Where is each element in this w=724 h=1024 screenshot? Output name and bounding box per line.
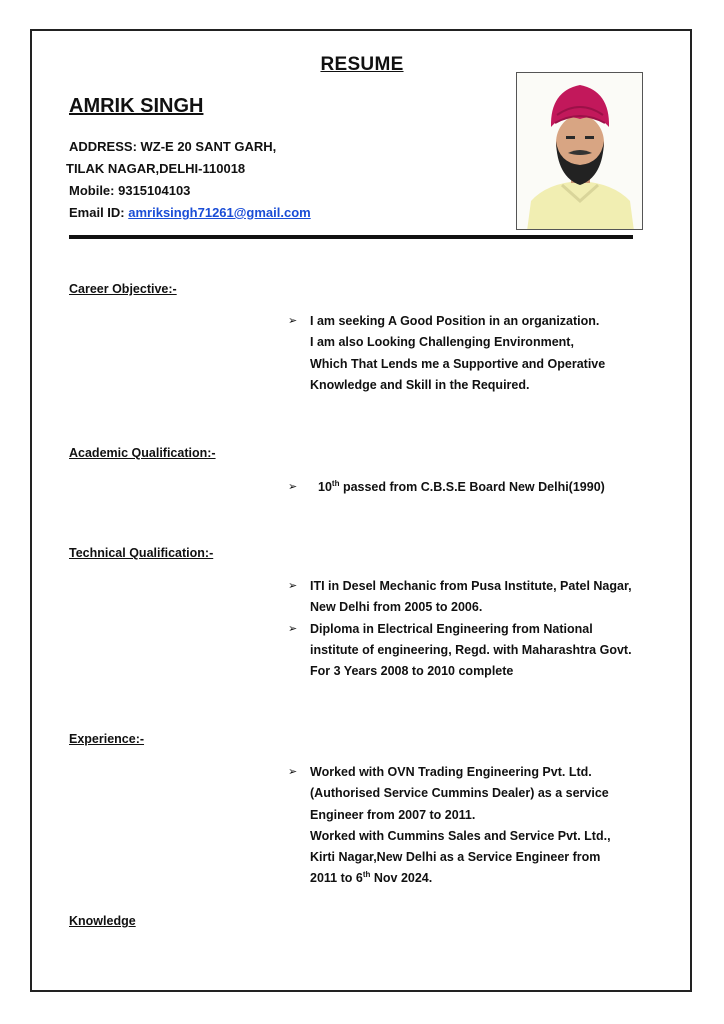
resume-title: RESUME: [320, 54, 404, 75]
profile-photo: [516, 72, 643, 230]
career-line: Which That Lends me a Supportive and Operative: [310, 356, 606, 371]
career-objective-heading: Career Objective:-: [69, 282, 177, 296]
experience-line: Engineer from 2007 to 2011.: [310, 807, 476, 822]
experience-last-superscript: th: [362, 870, 371, 880]
email-label: Email ID:: [69, 205, 129, 220]
address-line-2: TILAK NAGAR,DELHI-110018: [66, 161, 246, 176]
header-divider: [69, 235, 633, 239]
career-line: I am seeking A Good Position in an organization.: [310, 314, 600, 328]
academic-item-text-rest: passed from C.B.S.E Board New Delhi(1990): [339, 480, 605, 494]
list-item: [288, 619, 632, 683]
knowledge-heading: Knowledge: [69, 914, 136, 928]
career-objective-list: [288, 311, 605, 396]
arrow-bullet-icon: ➢: [288, 481, 298, 493]
technical-line: New Delhi from 2005 to 2006.: [310, 600, 483, 615]
mobile-number: Mobile: 9315104103: [69, 183, 191, 198]
technical-line: ITI in Desel Mechanic from Pusa Institute, Patel Nagar,: [310, 579, 632, 593]
arrow-bullet-icon: ➢: [288, 580, 298, 592]
experience-line-last: [310, 868, 611, 889]
experience-line: Worked with OVN Trading Engineering Pvt. Ltd.: [310, 765, 592, 779]
arrow-bullet-icon: ➢: [288, 315, 298, 327]
academic-list: [288, 477, 605, 498]
experience-line: Kirti Nagar,New Delhi as a Service Engineer from: [310, 850, 601, 865]
experience-line: Worked with Cummins Sales and Service Pvt. Ltd.,: [310, 828, 611, 843]
list-item: [288, 762, 611, 890]
list-item: [288, 576, 632, 619]
technical-list: [288, 576, 632, 682]
career-line: Knowledge and Skill in the Required.: [310, 377, 530, 392]
address-line-1: ADDRESS: WZ-E 20 SANT GARH,: [69, 139, 277, 154]
academic-item-text: 10: [318, 480, 332, 494]
technical-line: For 3 Years 2008 to 2010 complete: [310, 664, 514, 679]
list-item: [288, 311, 605, 396]
technical-heading: Technical Qualification:-: [69, 546, 214, 560]
candidate-name: AMRIK SINGH: [69, 95, 204, 117]
experience-last-text-rest: Nov 2024.: [370, 871, 433, 886]
academic-heading: Academic Qualification:-: [69, 446, 216, 460]
arrow-bullet-icon: ➢: [288, 766, 298, 778]
email-link[interactable]: amriksingh71261@gmail.com: [128, 205, 311, 220]
list-item: [288, 477, 605, 498]
experience-last-text: 2011 to 6: [310, 871, 363, 886]
arrow-bullet-icon: ➢: [288, 622, 298, 635]
technical-line: institute of engineering, Regd. with Maharashtra Govt.: [310, 642, 632, 657]
experience-line: (Authorised Service Cummins Dealer) as a service: [310, 786, 609, 801]
technical-line: Diploma in Electrical Engineering from National: [310, 621, 593, 636]
portrait-illustration: [517, 73, 643, 230]
academic-item-superscript: th: [331, 478, 340, 488]
career-line: I am also Looking Challenging Environment,: [310, 335, 574, 350]
experience-heading: Experience:-: [69, 732, 145, 746]
email-row: [69, 205, 311, 220]
experience-list: [288, 762, 611, 890]
